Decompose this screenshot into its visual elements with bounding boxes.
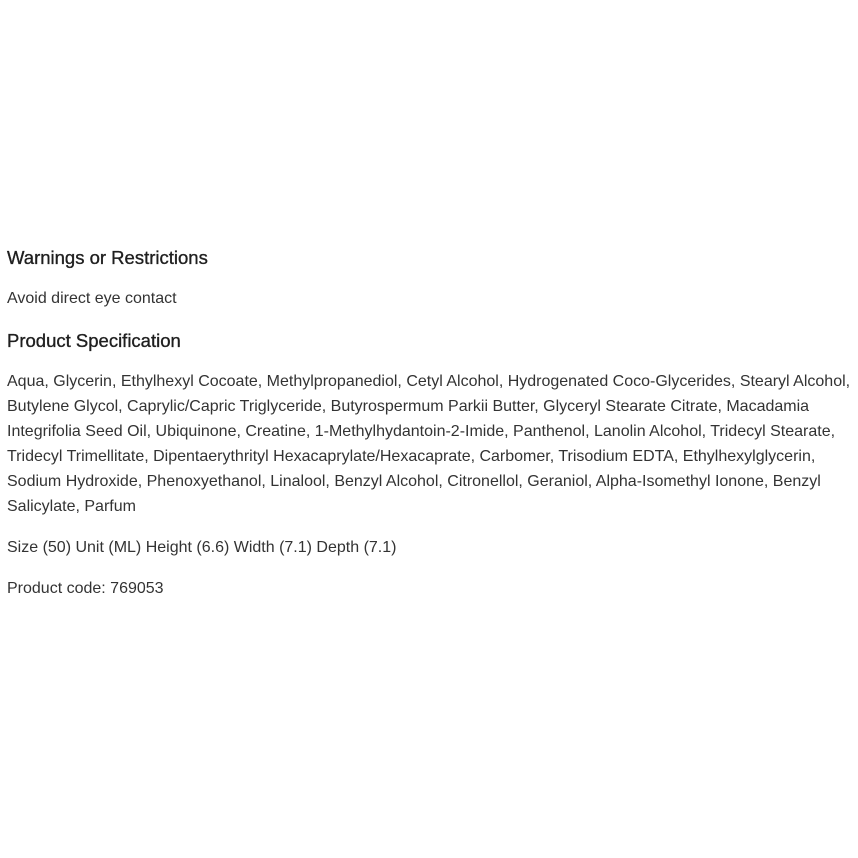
- product-dimensions: Size (50) Unit (ML) Height (6.6) Width (7.1) Depth (7.1): [7, 539, 397, 556]
- product-details: [7, 244, 851, 601]
- product-code: Product code: 769053: [7, 580, 164, 597]
- warnings-heading: Warnings or Restrictions: [7, 247, 208, 268]
- warnings-text: Avoid direct eye contact: [7, 290, 177, 307]
- specification-heading: Product Specification: [7, 330, 181, 351]
- ingredients-list: Aqua, Glycerin, Ethylhexyl Cocoate, Methylpropanediol, Cetyl Alcohol, Hydrogenated Coco-Glycerides, Stearyl Alcohol, Butylene Glycol, Caprylic/Capric Triglyceride, Butyrospermum Parkii Butter, Glyceryl Stearate Citrate, Macadamia Integrifolia Seed Oil, Ubiquinone, Creatine, 1-Methylhydantoin-2-Imide, Panthenol, Lanolin Alcohol, Tridecyl Stearate, Tridecyl Trimellitate, Dipentaerythrityl Hexacaprylate/Hexacaprate, Carbomer, Trisodium EDTA, Ethylhexylglycerin, Sodium Hydroxide, Phenoxyethanol, Linalool, Benzyl Alcohol, Citronellol, Geraniol, Alpha-Isomethyl Ionone, Benzyl Salicylate, Parfum: [7, 373, 851, 515]
